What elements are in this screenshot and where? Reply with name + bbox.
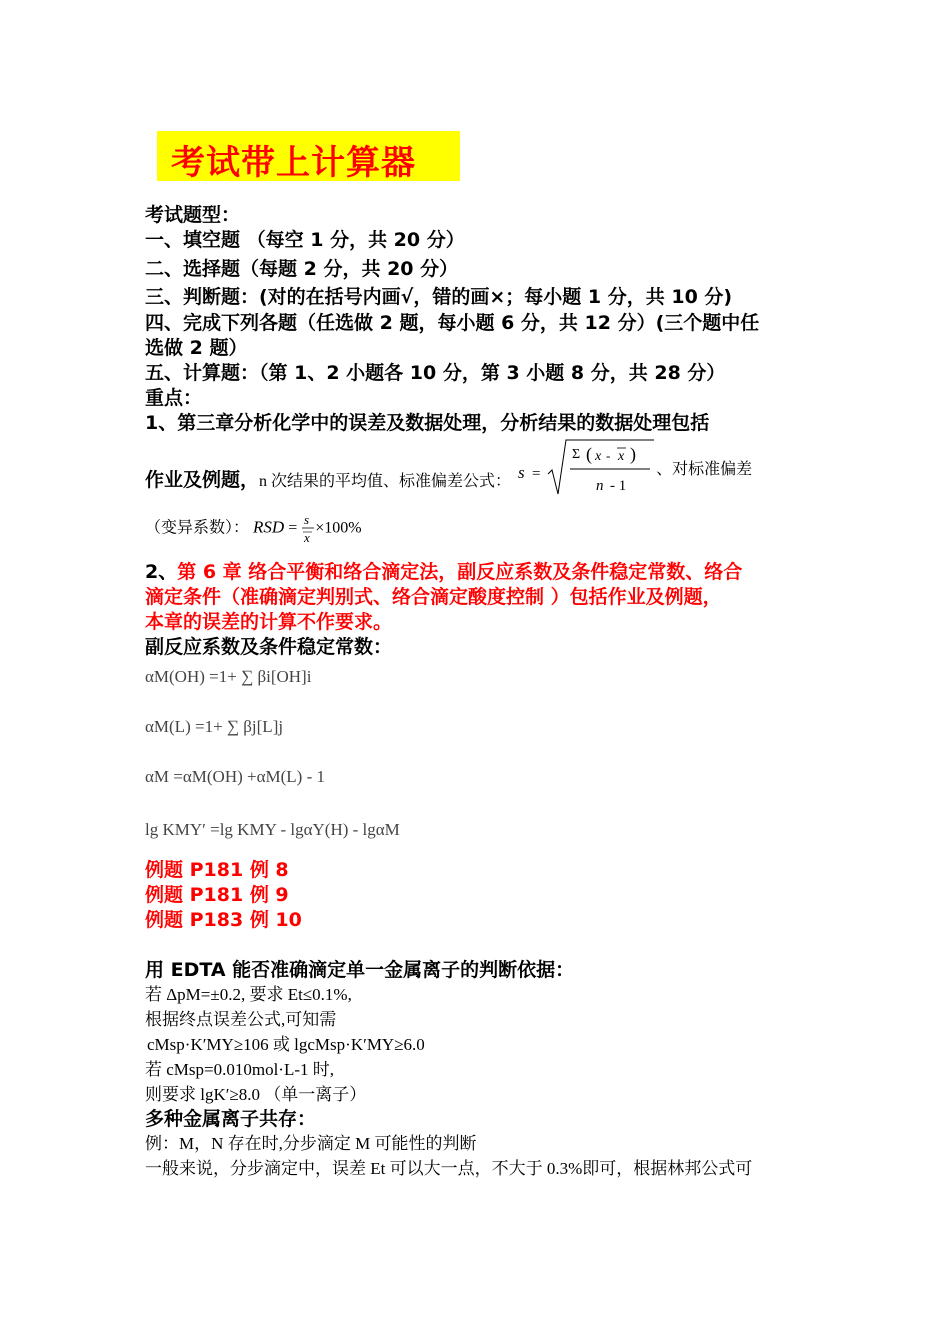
- svg-text:): ): [630, 444, 637, 464]
- multi-ion-heading: 多种金属离子共存：: [145, 1108, 317, 1130]
- coefficient-heading: 副反应系数及条件稳定常数：: [145, 636, 393, 658]
- svg-text:x: x: [595, 449, 602, 464]
- rsd-fraction: [301, 512, 315, 546]
- exam-type-2: 二、选择题（每题 2 分，共 20 分）: [145, 258, 459, 280]
- formula-lgk: lg KMY′ =lg KMY - lgαY(H) - lgαM: [145, 820, 400, 839]
- rsd-suffix: ×100%: [315, 519, 362, 537]
- exam-type-3: 三、判断题：(对的在括号内画√，错的画×；每小题 1 分，共 10 分): [145, 286, 733, 308]
- key-point-1-bold: 作业及例题，: [145, 468, 260, 491]
- rsd-label: RSD: [253, 517, 285, 537]
- svg-text:=: =: [532, 466, 541, 482]
- edta-line-1: 若 ΔpM=±0.2, 要求 Et≤0.1%,: [145, 985, 352, 1004]
- example-3: 例题 P183 例 10: [145, 909, 302, 931]
- key-point-1-text: n 次结果的平均值、标准偏差公式：: [259, 472, 512, 490]
- formula-alpha-m: αM =αM(OH) +αM(L) - 1: [145, 767, 325, 786]
- svg-text:x: x: [618, 449, 625, 464]
- rsd-prefix: （变异系数）：: [145, 519, 250, 537]
- edta-line-4: 若 cMsp=0.010mol·L-1 时,: [145, 1060, 335, 1079]
- key-points-heading: 重点：: [145, 387, 203, 409]
- formula-alpha-moh: αM(OH) =1+ ∑ βi[OH]i: [145, 667, 312, 686]
- multi-ion-line-2: 一般来说，分步滴定中，误差 Et 可以大一点，不大于 0.3%即可，根据林邦公式可: [145, 1159, 753, 1178]
- example-1: 例题 P181 例 8: [145, 859, 289, 881]
- key-point-2-line3: 本章的误差的计算不作要求。: [145, 611, 393, 633]
- svg-text:x: x: [304, 530, 310, 545]
- key-point-2-number: 2、: [145, 561, 178, 583]
- edta-line-3: cMsp·K′MY≥106 或 lgcMsp·K′MY≥6.0: [147, 1035, 425, 1054]
- std-dev-formula: [516, 438, 656, 500]
- svg-text:(: (: [586, 444, 593, 464]
- exam-type-4: 四、完成下列各题（任选做 2 题，每小题 6 分，共 12 分）(三个题中任: [145, 312, 760, 334]
- svg-text:n: n: [596, 478, 604, 494]
- key-point-2-line2: 滴定条件（准确滴定判别式、络合滴定酸度控制 ）包括作业及例题，: [145, 586, 722, 608]
- key-point-1-line1: 1、第三章分析化学中的误差及数据处理，分析结果的数据处理包括: [145, 412, 710, 434]
- key-point-1-line2: [145, 438, 752, 500]
- exam-type-5: 五、计算题：（第 1、2 小题各 10 分，第 3 小题 8 分，共 28 分）: [145, 362, 726, 384]
- multi-ion-line-1: 例：M，N 存在时,分步滴定 M 可能性的判断: [145, 1134, 477, 1153]
- key-point-2-line1: [145, 557, 742, 584]
- key-point-1-after: 、对标准偏差: [656, 460, 753, 478]
- calculator-banner: [157, 131, 460, 181]
- example-2: 例题 P181 例 9: [145, 884, 289, 906]
- edta-line-2: 根据终点误差公式,可知需: [145, 1010, 337, 1029]
- formula-alpha-ml: αM(L) =1+ ∑ βj[L]j: [145, 717, 284, 736]
- rsd-formula-line: （变异系数）： RSD = s x ×100%: [145, 512, 362, 545]
- edta-heading: 用 EDTA 能否准确滴定单一金属离子的判断依据：: [145, 959, 575, 981]
- exam-types-heading: 考试题型：: [145, 204, 241, 226]
- edta-line-5: 则要求 lgK′≥8.0 （单一离子）: [145, 1085, 367, 1104]
- exam-type-1: 一、填空题 （每空 1 分，共 20 分）: [145, 229, 465, 251]
- svg-text:Σ: Σ: [572, 447, 581, 462]
- svg-text:-: -: [606, 448, 611, 463]
- svg-text:s: s: [304, 512, 310, 527]
- banner-text: 考试带上计算器: [171, 143, 416, 183]
- svg-text:s: s: [518, 463, 525, 482]
- key-point-2-text: 第 6 章 络合平衡和络合滴定法，副反应系数及条件稳定常数、络合: [177, 561, 743, 583]
- exam-type-4-cont: 选做 2 题）: [145, 337, 248, 359]
- svg-text:- 1: - 1: [610, 478, 627, 494]
